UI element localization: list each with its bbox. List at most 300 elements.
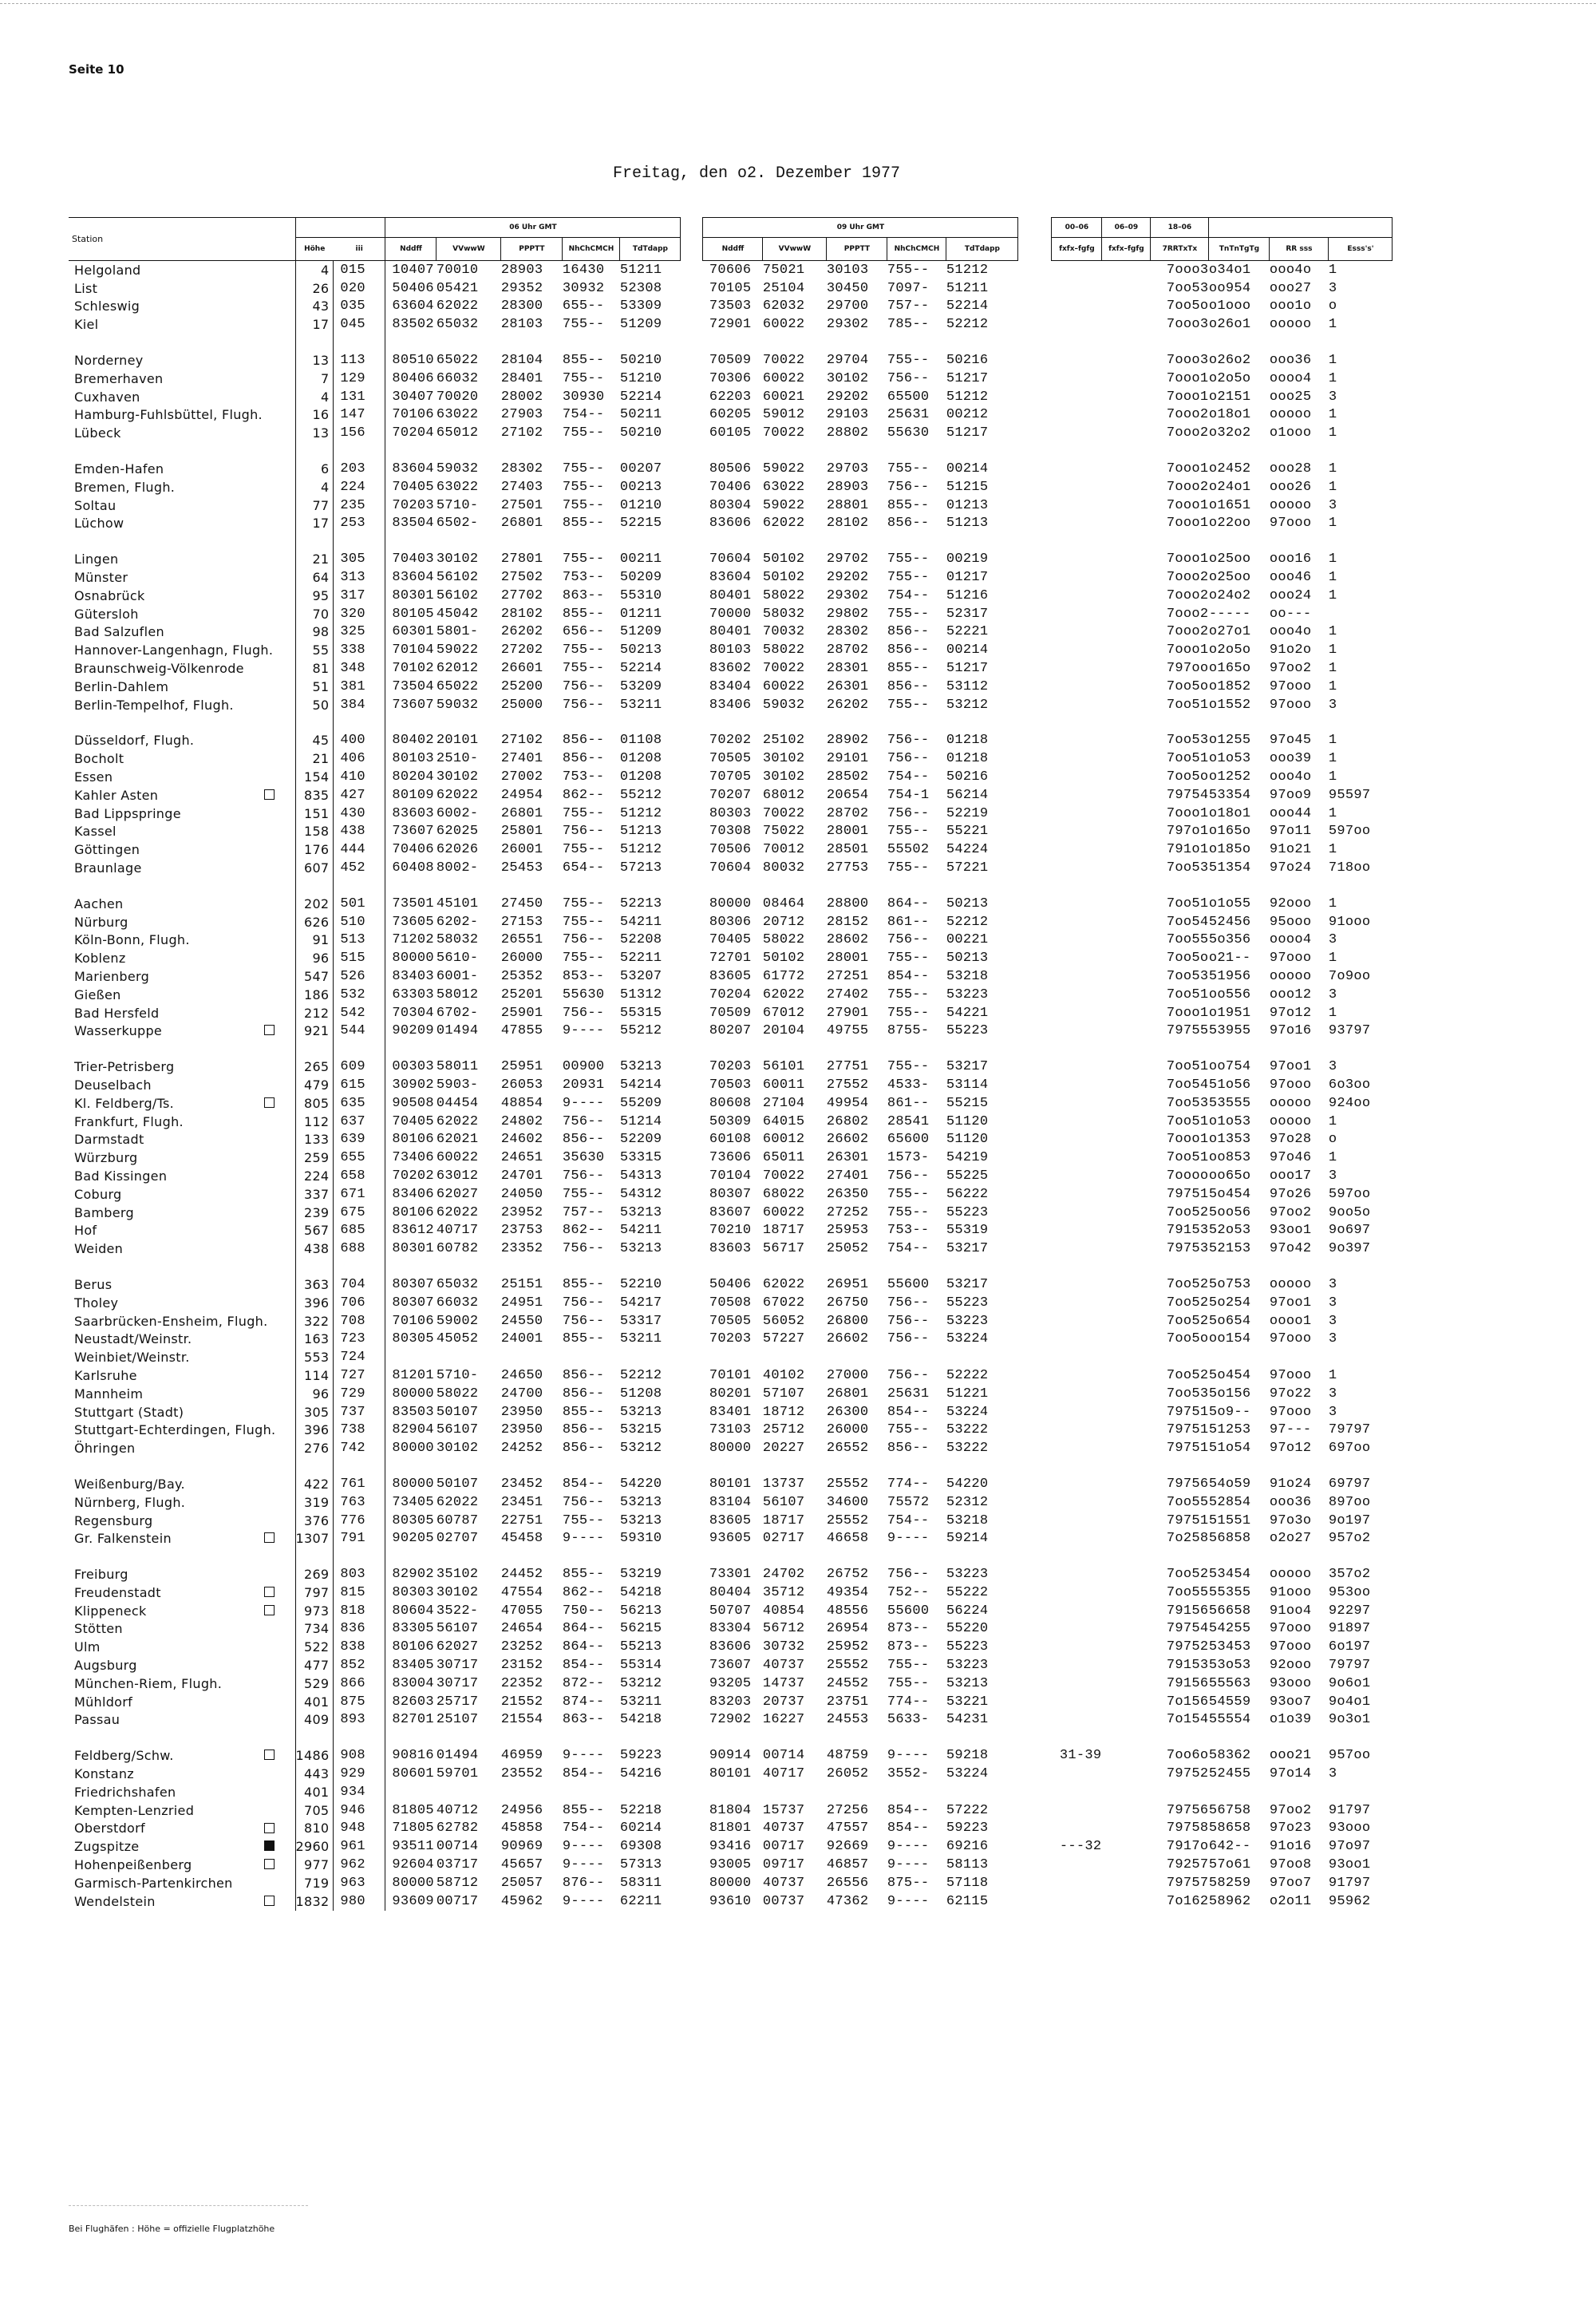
nhccc-06-header: NhChCMCH (563, 238, 620, 261)
obs-d4 (887, 1348, 946, 1366)
obs-e1 (1052, 1149, 1102, 1167)
obs-d2: 70032 (762, 624, 805, 640)
obs-d4: 756-- (887, 1567, 930, 1583)
obs-d4: 757-- (887, 299, 930, 314)
obs-e1 (1052, 1765, 1102, 1783)
obs-c4: 9---- (562, 1748, 605, 1764)
obs-d5: 53217 (946, 1276, 989, 1292)
open-square-icon (264, 1605, 275, 1615)
obs-c2: 30102 (436, 1584, 479, 1600)
obs-d5: 53218 (946, 968, 989, 984)
obs-e5: 97o46 (1269, 1150, 1312, 1166)
obs-c2: 65012 (436, 425, 479, 441)
obs-d4: 875-- (887, 1875, 930, 1891)
obs-e4: oo154 (1208, 1331, 1251, 1347)
obs-e1 (1052, 1330, 1102, 1348)
obs-e2 (1102, 1239, 1151, 1258)
obs-d5: 52312 (946, 1494, 989, 1510)
gap-cell (887, 1548, 946, 1565)
station-name: Kempten-Lenzried (74, 1802, 195, 1818)
obs-d4: 65600 (887, 1132, 930, 1148)
weather-table (69, 217, 1393, 1911)
obs-e1 (1052, 1385, 1102, 1403)
obs-e3: 7oo51 (1166, 1059, 1209, 1075)
obs-c1: 80604 (392, 1603, 434, 1619)
obs-d3: 28502 (826, 769, 869, 785)
obs-c1: 83502 (392, 317, 434, 333)
obs-d5: 53222 (946, 1441, 989, 1457)
obs-e1 (1052, 678, 1102, 696)
station-height: 133 (295, 1130, 334, 1149)
obs-e5: ooo4o (1269, 624, 1312, 640)
station-name: Stuttgart (Stadt) (74, 1404, 184, 1420)
spacer-cell (1018, 1512, 1052, 1530)
spacer-cell (681, 1113, 703, 1131)
obs-d5: 69216 (946, 1839, 989, 1855)
spacer-cell (1018, 351, 1052, 370)
gap-cell (563, 1729, 620, 1746)
obs-c3: 25901 (500, 1005, 543, 1021)
gap-cell (385, 1040, 437, 1058)
obs-d3: 27401 (826, 1168, 869, 1184)
spacer-cell (681, 1620, 703, 1639)
obs-c4: 654-- (562, 860, 605, 876)
obs-e3: 7ooo2 (1166, 606, 1209, 622)
spacer-cell (1018, 1185, 1052, 1204)
obs-e4: o1951 (1208, 1005, 1251, 1021)
obs-c5: 52212 (619, 1367, 662, 1383)
obs-e5: 97o23 (1269, 1821, 1312, 1836)
spacer-cell (681, 1783, 703, 1801)
obs-e1 (1052, 1439, 1102, 1457)
spacer-cell (681, 749, 703, 768)
table-row (69, 768, 1393, 786)
gap-cell (385, 532, 437, 550)
obs-c2: 6502- (436, 516, 479, 532)
obs-c4: 855-- (562, 606, 605, 622)
obs-e4: 55563 (1208, 1675, 1251, 1691)
obs-c3: 29352 (500, 280, 543, 296)
station-name: Norderney (74, 353, 144, 369)
obs-e3: 7ooo2 (1166, 587, 1209, 603)
obs-d4: 855-- (887, 661, 930, 677)
spacer-cell (1018, 1239, 1052, 1258)
station-iii: 235 (334, 496, 385, 515)
obs-d3: 28501 (826, 842, 869, 858)
gap-cell (437, 532, 501, 550)
obs-e2 (1102, 1620, 1151, 1639)
obs-d4: 785-- (887, 317, 930, 333)
obs-d5: 58113 (946, 1857, 989, 1873)
obs-e2 (1102, 1385, 1151, 1403)
obs-e4: 57o61 (1208, 1857, 1251, 1873)
obs-d5: 57222 (946, 1802, 989, 1818)
station-height: 6 (295, 460, 334, 478)
spacer-cell (1018, 370, 1052, 388)
obs-e2 (1102, 478, 1151, 496)
station-name: Schleswig (74, 299, 140, 314)
obs-e3: 7ooo2 (1166, 425, 1209, 441)
obs-d5: 55319 (946, 1223, 989, 1239)
station-height: 154 (295, 768, 334, 786)
station-name: Stuttgart-Echterdingen, Flugh. (74, 1422, 276, 1438)
obs-e6: 1 (1328, 516, 1337, 532)
obs-d5: 01218 (946, 751, 989, 767)
gap-cell (1151, 714, 1209, 732)
obs-e4: o27o1 (1208, 624, 1251, 640)
obs-e4: 5o654 (1208, 1313, 1251, 1329)
station-name: Wendelstein (69, 1892, 295, 1911)
table-row (69, 1058, 1393, 1076)
station-name: Gütersloh (74, 606, 139, 622)
spacer-cell (681, 1656, 703, 1674)
station-iii: 815 (334, 1583, 385, 1602)
obs-d5: 51216 (946, 587, 989, 603)
obs-e3: 79756 (1166, 1476, 1209, 1492)
obs-e2 (1102, 568, 1151, 587)
table-row (69, 1312, 1393, 1330)
obs-c2 (437, 1783, 501, 1801)
table-row (69, 1638, 1393, 1656)
spacer-cell (681, 678, 703, 696)
obs-e3: 79257 (1166, 1857, 1209, 1873)
obs-c4: 853-- (562, 968, 605, 984)
station-height: 7 (295, 370, 334, 388)
gap-cell (1052, 1729, 1102, 1746)
obs-d4: 55630 (887, 425, 930, 441)
obs-c4: 35630 (562, 1150, 605, 1166)
obs-e5: 97oo2 (1269, 1802, 1312, 1818)
gap-cell (620, 877, 681, 895)
station-iii: 836 (334, 1620, 385, 1639)
spacer-cell (1018, 678, 1052, 696)
obs-c4: 753-- (562, 769, 605, 785)
obs-c4: 756-- (562, 1005, 605, 1021)
obs-d5: 53223 (946, 1313, 989, 1329)
obs-c5: 53213 (619, 1404, 662, 1420)
obs-e2 (1102, 1403, 1151, 1421)
obs-c1: 81805 (392, 1802, 434, 1818)
spacer-cell (1018, 641, 1052, 659)
obs-e2 (1102, 298, 1151, 316)
obs-d4: 756-- (887, 1313, 930, 1329)
obs-e2 (1102, 370, 1151, 388)
obs-c4: 9---- (562, 1857, 605, 1873)
obs-d1: 70604 (709, 552, 752, 567)
spacer-cell (1018, 406, 1052, 425)
obs-c4: 755-- (562, 914, 605, 930)
obs-d1: 80201 (709, 1386, 752, 1402)
nhccc-09-header: NhChCMCH (887, 238, 946, 261)
table-row (69, 1348, 1393, 1366)
obs-d4: 756-- (887, 370, 930, 386)
obs-c2: 8002- (436, 860, 479, 876)
table-row (69, 1783, 1393, 1801)
gap-cell (827, 1258, 887, 1275)
obs-e6: 79797 (1328, 1422, 1371, 1438)
obs-e1 (1052, 1185, 1102, 1204)
obs-d4: 755-- (887, 570, 930, 586)
obs-e5: o1ooo (1269, 425, 1312, 441)
obs-d4: 754-- (887, 587, 930, 603)
station-height: 77 (295, 496, 334, 515)
station-iii: 742 (334, 1439, 385, 1457)
station-name: Bamberg (74, 1204, 134, 1220)
obs-c1: 83604 (392, 461, 434, 477)
station-name: Feldberg/Schw. (69, 1746, 295, 1765)
obs-e6: 3 (1328, 1059, 1337, 1075)
obs-e4: 5o356 (1208, 932, 1251, 948)
gap-cell (1209, 714, 1270, 732)
obs-c4: 755-- (562, 842, 605, 858)
obs-d4: 756-- (887, 1367, 930, 1383)
obs-c4: 754-- (562, 1821, 605, 1836)
obs-e4: o1o53 (1208, 751, 1251, 767)
obs-c1: 80307 (392, 1276, 434, 1292)
gap-cell (1102, 442, 1151, 460)
obs-c4: 856-- (562, 1422, 605, 1438)
gap-cell (385, 1729, 437, 1746)
obs-e3: 79755 (1166, 1023, 1209, 1039)
obs-e5: 91o21 (1269, 842, 1312, 858)
obs-c3: 22751 (500, 1512, 543, 1528)
gap-cell (827, 714, 887, 732)
obs-c5: 55209 (619, 1095, 662, 1111)
obs-c2: 62027 (436, 1186, 479, 1202)
obs-d3: 27901 (826, 1005, 869, 1021)
gap-cell (69, 1729, 295, 1746)
obs-d5: 51120 (946, 1132, 989, 1148)
obs-c4: 755-- (562, 896, 605, 911)
obs-e5: 97ooo (1269, 678, 1312, 694)
station-iii: 438 (334, 823, 385, 841)
obs-e1 (1052, 913, 1102, 931)
spacer-cell (681, 840, 703, 859)
rrtt-header: 7RRTxTx (1151, 238, 1209, 261)
obs-e4: 52153 (1208, 1241, 1251, 1257)
obs-c4: 755-- (562, 370, 605, 386)
obs-c3: 24602 (500, 1132, 543, 1148)
spacer-cell (681, 1366, 703, 1385)
station-name: Kiel (74, 317, 99, 333)
spacer-cell (681, 895, 703, 913)
gap-cell (887, 1457, 946, 1475)
obs-e5: 91ooo (1269, 1584, 1312, 1600)
obs-d2: 58032 (762, 606, 805, 622)
station-name: Berlin-Dahlem (74, 678, 169, 694)
obs-c5: 51214 (619, 1113, 662, 1129)
obs-c5: 56215 (619, 1621, 662, 1637)
obs-c3: 26001 (500, 842, 543, 858)
obs-e6 (1329, 605, 1393, 623)
obs-c4: 862-- (562, 1223, 605, 1239)
obs-e3: 7ooo3 (1166, 317, 1209, 333)
obs-c2: 25107 (436, 1712, 479, 1728)
table-row (69, 1366, 1393, 1385)
spacer-cell (1018, 1674, 1052, 1693)
obs-e4: 52456 (1208, 914, 1251, 930)
spacer-cell (681, 967, 703, 986)
station-iii: 763 (334, 1493, 385, 1512)
station-name: Friedrichshafen (74, 1784, 176, 1800)
station-height: 13 (295, 351, 334, 370)
obs-d2: 70022 (762, 661, 805, 677)
station-height: 337 (295, 1185, 334, 1204)
station-height: 43 (295, 298, 334, 316)
gap-cell (620, 714, 681, 732)
gap-cell (437, 1548, 501, 1565)
obs-c3: 24956 (500, 1802, 543, 1818)
obs-c4: 856-- (562, 1132, 605, 1148)
obs-c4: 755-- (562, 661, 605, 677)
obs-c1: 70106 (392, 1313, 434, 1329)
obs-c1: 92604 (392, 1857, 434, 1873)
obs-e1 (1052, 1366, 1102, 1385)
obs-e1 (1052, 1058, 1102, 1076)
gap-cell (1018, 1258, 1052, 1275)
gap-cell (1209, 334, 1270, 351)
obs-e5: 93ooo (1269, 1675, 1312, 1691)
station-name: Öhringen (74, 1441, 136, 1457)
obs-c5: 51209 (619, 624, 662, 640)
obs-d4: 25631 (887, 1386, 930, 1402)
gap-cell (563, 1258, 620, 1275)
spacer-cell (1018, 1275, 1052, 1294)
obs-c4: 30930 (562, 389, 605, 405)
obs-d1: 70705 (709, 769, 752, 785)
station-iii: 532 (334, 986, 385, 1004)
table-row (69, 1892, 1393, 1911)
obs-d1: 83603 (709, 1241, 752, 1257)
obs-e5: ooo39 (1269, 751, 1312, 767)
obs-e4: o165o (1208, 661, 1251, 677)
obs-c2: 25717 (436, 1694, 479, 1710)
obs-c4: 755-- (562, 497, 605, 513)
obs-e2 (1102, 587, 1151, 605)
obs-c3: 25151 (500, 1276, 543, 1292)
station-height: 96 (295, 1385, 334, 1403)
obs-d2: 40737 (762, 1658, 805, 1674)
obs-c5: 53215 (619, 1422, 662, 1438)
obs-e4: 5o753 (1208, 1276, 1251, 1292)
spacer-cell (1018, 895, 1052, 913)
spacer-cell (1018, 1113, 1052, 1131)
obs-c4: 30932 (562, 280, 605, 296)
obs-e3: 7ooo1 (1166, 642, 1209, 658)
obs-c4: 856-- (562, 733, 605, 749)
obs-e4: o2452 (1208, 461, 1251, 477)
station-iii: 129 (334, 370, 385, 388)
table-row (69, 1204, 1393, 1222)
table-row (69, 1548, 1393, 1565)
table-row (69, 895, 1393, 913)
obs-d3: 28902 (826, 733, 869, 749)
obs-c2: 62022 (436, 1494, 479, 1510)
obs-d2: 70022 (762, 1168, 805, 1184)
obs-e4: oo954 (1208, 280, 1251, 296)
station-name: Weißenburg/Bay. (74, 1476, 185, 1492)
obs-d5: 01218 (946, 733, 989, 749)
obs-c4: 855-- (562, 1802, 605, 1818)
obs-d5: 53224 (946, 1331, 989, 1347)
obs-e4: 5o254 (1208, 1295, 1251, 1311)
obs-c1: 83403 (392, 968, 434, 984)
obs-e1 (1052, 1783, 1102, 1801)
obs-e4: 53454 (1208, 1567, 1251, 1583)
obs-e3: 7oo54 (1166, 914, 1209, 930)
obs-e4: o24o1 (1208, 479, 1251, 495)
obs-d5: 50216 (946, 353, 989, 369)
spacer-cell (1018, 859, 1052, 877)
obs-c3: 24701 (500, 1168, 543, 1184)
obs-c3: 28903 (500, 262, 543, 278)
obs-c1: 80305 (392, 1331, 434, 1347)
obs-d5: 01213 (946, 497, 989, 513)
station-height: 45 (295, 732, 334, 750)
gap-cell (437, 714, 501, 732)
obs-e1 (1052, 568, 1102, 587)
obs-e4: 54o59 (1208, 1476, 1251, 1492)
gap-cell (1052, 877, 1102, 895)
table-row (69, 786, 1393, 805)
obs-c1: 83612 (392, 1223, 434, 1239)
station-name: München-Riem, Flugh. (74, 1675, 223, 1691)
spacer-cell (681, 732, 703, 750)
obs-d3: 48759 (826, 1748, 869, 1764)
gap-cell (563, 1548, 620, 1565)
gap-cell (69, 1457, 295, 1475)
obs-c3: 25453 (500, 860, 543, 876)
obs-c2: 6702- (436, 1005, 479, 1021)
gap-cell (334, 1729, 385, 1746)
obs-c5: 54211 (619, 1223, 662, 1239)
obs-d4: 756-- (887, 805, 930, 821)
obs-d4: 756-- (887, 1168, 930, 1184)
obs-d5: 51120 (946, 1113, 989, 1129)
station-iii: 727 (334, 1366, 385, 1385)
obs-e1 (1052, 949, 1102, 967)
obs-c3: 47055 (500, 1603, 543, 1619)
table-row (69, 496, 1393, 515)
gap-cell (437, 1258, 501, 1275)
page-title: Freitag, den o2. Dezember 1977 (613, 164, 901, 183)
obs-c5: 50210 (619, 353, 662, 369)
obs-c1: 82904 (392, 1422, 434, 1438)
obs-e4: o18o1 (1208, 805, 1251, 821)
obs-d4: 856-- (887, 624, 930, 640)
obs-c1: 73406 (392, 1150, 434, 1166)
gap-cell (1270, 877, 1329, 895)
station-height: 151 (295, 805, 334, 823)
obs-e5: 97oo9 (1269, 787, 1312, 803)
spacer-cell (1018, 768, 1052, 786)
obs-c4: 756-- (562, 1295, 605, 1311)
obs-c1: 70102 (392, 661, 434, 677)
spacer-cell (681, 1294, 703, 1312)
obs-c3: 27702 (500, 587, 543, 603)
obs-c3: 24550 (500, 1313, 543, 1329)
obs-e3: 7oo52 (1166, 1295, 1209, 1311)
obs-d3: 26954 (826, 1621, 869, 1637)
station-name: Garmisch-Partenkirchen (74, 1875, 233, 1891)
obs-d4: 756-- (887, 733, 930, 749)
obs-d3: 26301 (826, 1150, 869, 1166)
station-name: Kl. Feldberg/Ts. (69, 1094, 295, 1113)
obs-c1: 73607 (392, 824, 434, 840)
obs-e3: 7oo5o (1166, 769, 1209, 785)
station-iii: 685 (334, 1221, 385, 1239)
spacer-cell (681, 786, 703, 805)
